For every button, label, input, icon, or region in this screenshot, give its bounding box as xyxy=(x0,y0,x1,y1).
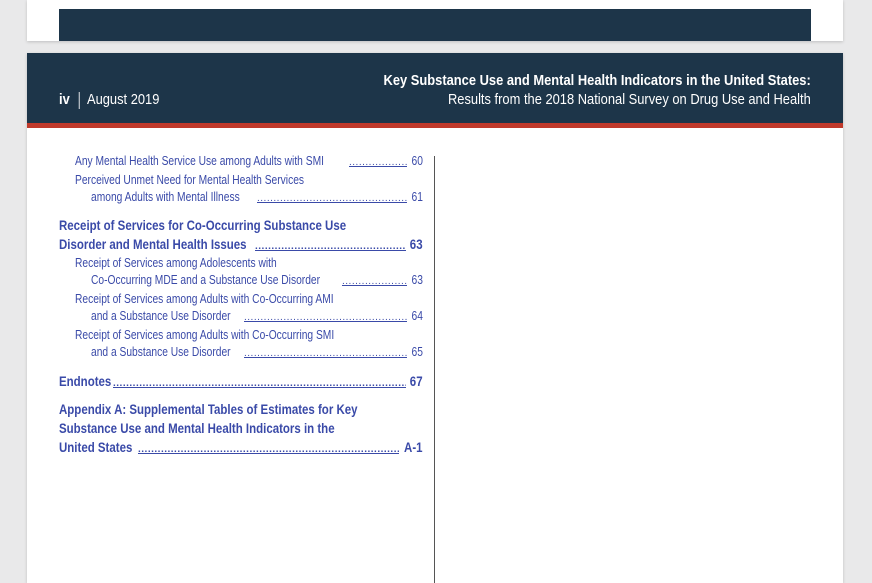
header-left xyxy=(59,91,159,109)
toc-entry-label: Any Mental Health Service Use among Adults with SMI xyxy=(75,154,324,168)
toc-entry-label-line2: Substance Use and Mental Health Indicators in the xyxy=(59,420,335,436)
dot-leader xyxy=(138,438,399,457)
toc-entry-adults-co-occurring-ami[interactable] xyxy=(59,291,423,325)
dot-leader xyxy=(349,153,407,170)
toc-page-number: A-1 xyxy=(404,439,423,455)
toc-entry-adolescents-co-occurring-mde[interactable] xyxy=(59,255,423,289)
toc-page-number: 63 xyxy=(411,273,423,287)
header-separator xyxy=(78,92,79,109)
dot-leader xyxy=(257,189,407,206)
toc-page-number: 67 xyxy=(410,373,423,389)
report-date: August 2019 xyxy=(86,91,160,108)
previous-page-bottom xyxy=(27,0,843,41)
toc-entry-label-line1: Receipt of Services among Adults with Co-Occurring AMI xyxy=(75,292,334,306)
toc-entry-label-line1: Receipt of Services among Adolescents with xyxy=(75,256,277,270)
page-number-label: iv xyxy=(59,91,70,108)
page-header xyxy=(27,53,843,123)
toc-entry-perceived-unmet-need[interactable] xyxy=(59,172,423,206)
toc-entry-label-line1: Appendix A: Supplemental Tables of Estimates for Key xyxy=(59,401,358,417)
dot-leader xyxy=(255,235,406,254)
toc-entry-label-line2: and a Substance Use Disorder xyxy=(91,309,231,323)
toc-page-number: 64 xyxy=(411,309,423,323)
toc-entry-label-line2: Disorder and Mental Health Issues xyxy=(59,236,247,252)
report-title-line1: Key Substance Use and Mental Health Indicators in the United States: xyxy=(383,72,811,89)
dot-leader xyxy=(244,344,407,361)
report-title-line2: Results from the 2018 National Survey on Drug Use and Health xyxy=(448,91,811,108)
toc-entry-label-line2: among Adults with Mental Illness xyxy=(91,190,240,204)
dot-leader xyxy=(342,272,407,289)
toc-entry-label-line1: Receipt of Services for Co-Occurring Substance Use xyxy=(59,217,347,233)
toc-entry-label-line2: and a Substance Use Disorder xyxy=(91,345,231,359)
column-divider xyxy=(434,156,435,583)
report-title xyxy=(384,71,811,109)
toc-entry-label-line1: Perceived Unmet Need for Mental Health Services xyxy=(75,173,305,187)
dot-leader xyxy=(113,372,406,391)
document-page xyxy=(27,53,843,583)
toc-entry-label-line2: Co-Occurring MDE and a Substance Use Disorder xyxy=(91,273,321,287)
toc-entry-adults-co-occurring-smi[interactable] xyxy=(59,327,423,361)
header-accent-rule xyxy=(27,123,843,128)
toc-page-number: 60 xyxy=(411,154,423,168)
toc-entry-endnotes[interactable] xyxy=(59,372,423,391)
toc-entry-receipt-of-services[interactable] xyxy=(59,216,423,254)
toc-entry-appendix-a[interactable] xyxy=(59,400,423,457)
dot-leader xyxy=(244,308,407,325)
previous-page-footer-band xyxy=(59,9,811,41)
toc-page-number: 63 xyxy=(410,236,423,252)
toc-entry-label-line1: Receipt of Services among Adults with Co-Occurring SMI xyxy=(75,328,335,342)
toc-entry-label-line3: United States xyxy=(59,439,133,455)
toc-page-number: 65 xyxy=(411,345,423,359)
toc-page-number: 61 xyxy=(411,190,423,204)
toc-entry-mental-health-service-use[interactable] xyxy=(59,153,423,170)
toc-entry-label: Endnotes xyxy=(59,373,112,389)
